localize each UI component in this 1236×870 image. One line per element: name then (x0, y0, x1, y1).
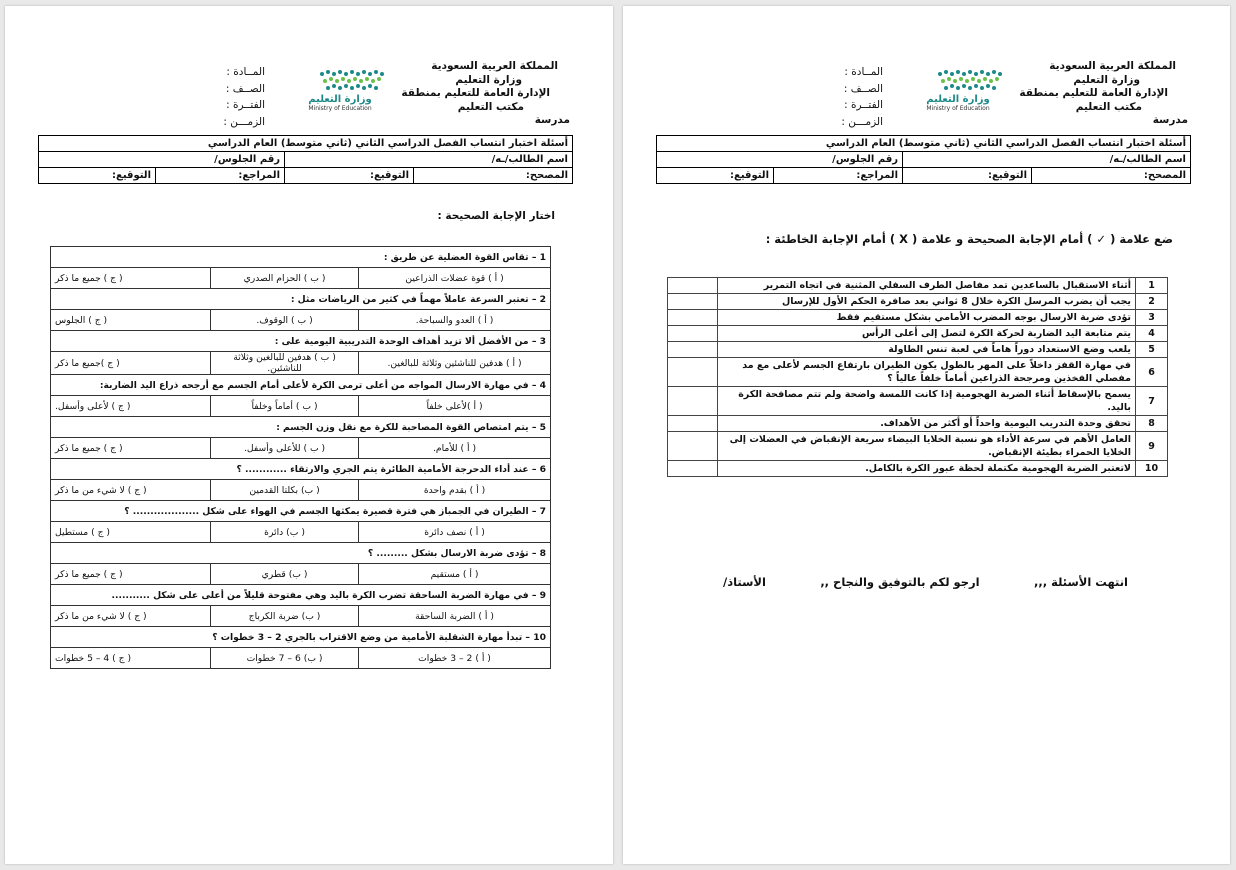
answer-option-b[interactable]: ( ب) ضربة الكرباج (211, 606, 359, 627)
statement-row (668, 416, 1168, 432)
school-header (1013, 60, 1188, 128)
statement-text: يجب أن يضرب المرسل الكرة خلال 8 ثواني بعد صافرة الحكم الأول للإرسال (718, 294, 1136, 310)
answer-mark-cell[interactable] (668, 358, 718, 387)
answer-mark-cell[interactable] (668, 416, 718, 432)
closing-line (723, 574, 1128, 591)
statement-row (668, 326, 1168, 342)
answer-option-c[interactable]: ( ج ) لا شيء من ما ذكر (51, 480, 211, 501)
logo-arabic-text: وزارة التعليم (308, 94, 372, 105)
answer-option-c[interactable]: ( ج ) جميع ما ذكر (51, 564, 211, 585)
answer-option-c[interactable]: ( ج ) لأعلى وأسفل. (51, 396, 211, 417)
answer-option-b[interactable]: ( ب ) للأعلى وأسفل. (211, 438, 359, 459)
question-text: 5 – يتم امتصاص القوة المصاحبة للكرة مع نقل وزن الجسم : (51, 417, 551, 438)
answer-option-b[interactable]: ( ب) 6 – 7 خطوات (211, 648, 359, 669)
corrector-field[interactable]: المصحح: (414, 168, 573, 184)
answer-option-c[interactable]: ( ج ) مستطيل (51, 522, 211, 543)
office-name: مكتب التعليم (457, 100, 524, 113)
reviewer-field[interactable]: المراجع: (774, 168, 903, 184)
answer-option-c[interactable]: ( ج ) لا شيء من ما ذكر (51, 606, 211, 627)
kingdom-name: المملكة العربية السعودية (431, 60, 558, 72)
closing-text: انتهت الأسئلة ,,, (1033, 575, 1128, 589)
exam-fields (155, 64, 265, 130)
exam-title: أسئلة اختبار انتساب الفصل الدراسي الثاني (ثاني متوسط) العام الدراسي (657, 136, 1191, 152)
statement-text: يسمح بالإسقاط أثناء الضربة الهجومية إذا كانت اللمسة واضحة ولم تتم مصافحة الكرة باليد. (718, 387, 1136, 416)
logo-english-text: Ministry of Education (926, 105, 990, 112)
corrector-signature-field[interactable]: التوقيع: (903, 168, 1032, 184)
ministry-logo (908, 68, 1008, 112)
answer-option-b[interactable]: ( ب ) هدفين للبالغين وثلاثة للناشئين. (211, 352, 359, 375)
answer-mark-cell[interactable] (668, 432, 718, 461)
ministry-name: وزارة التعليم (1073, 73, 1140, 86)
ministry-logo-icon (318, 68, 388, 94)
question-text: 9 – في مهارة الضربة الساحقة تضرب الكرة باليد وهي مفتوحة قليلاً من أعلى على شكل ........... (51, 585, 551, 606)
answer-mark-cell[interactable] (668, 278, 718, 294)
exam-title: أسئلة اختبار انتساب الفصل الدراسي الثاني (ثاني متوسط) العام الدراسي (39, 136, 573, 152)
mcq-table (50, 246, 551, 669)
corrector-field[interactable]: المصحح: (1032, 168, 1191, 184)
statement-text: أثناء الاستقبال بالساعدين تمد مفاصل الطرف السفلي المثنية في اتجاه التمرير (718, 278, 1136, 294)
answer-mark-cell[interactable] (668, 294, 718, 310)
statement-number: 9 (1136, 432, 1168, 461)
period-field: الفتــرة : (844, 99, 883, 111)
question-row (51, 501, 551, 522)
statement-row (668, 294, 1168, 310)
answer-mark-cell[interactable] (668, 326, 718, 342)
statement-number: 8 (1136, 416, 1168, 432)
subject-field: المــادة : (844, 66, 883, 78)
answer-option-a[interactable]: ( أ )لأعلى خلفاً (359, 396, 551, 417)
answer-option-c[interactable]: ( ج ) 4 – 5 خطوات (51, 648, 211, 669)
statement-number: 7 (1136, 387, 1168, 416)
grade-field: الصــف : (843, 82, 883, 95)
student-name-field[interactable]: اسم الطالب/ـه/ (285, 152, 573, 168)
answer-mark-cell[interactable] (668, 387, 718, 416)
seat-number-field[interactable]: رقم الجلوس/ (39, 152, 285, 168)
answer-row (51, 522, 551, 543)
period-field: الفتــرة : (226, 99, 265, 111)
kingdom-name: المملكة العربية السعودية (1049, 60, 1176, 72)
statement-row (668, 432, 1168, 461)
reviewer-signature-field[interactable]: التوقيع: (39, 168, 156, 184)
statement-row (668, 461, 1168, 477)
statement-row (668, 310, 1168, 326)
logo-english-text: Ministry of Education (308, 105, 372, 112)
statement-number: 1 (1136, 278, 1168, 294)
student-info-table (38, 135, 573, 184)
statement-number: 5 (1136, 342, 1168, 358)
ministry-name: وزارة التعليم (455, 73, 522, 86)
subject-field: المــادة : (226, 66, 265, 78)
question-text: 6 – عند أداء الدحرجة الأمامية الطائرة يتم الجري والارتقاء ............ ؟ (51, 459, 551, 480)
time-field: الزمـــن : (223, 115, 265, 128)
answer-row (51, 480, 551, 501)
statement-number: 2 (1136, 294, 1168, 310)
statement-row (668, 358, 1168, 387)
administration-name: الإدارة العامة للتعليم بمنطقة (401, 87, 550, 99)
answer-row (51, 396, 551, 417)
answer-row (51, 352, 551, 375)
mcq-instruction: اختار الإجابة الصحيحة : (437, 210, 555, 222)
statement-text: تحقق وحدة التدريب اليومية واحداً أو أكثر من الأهداف. (718, 416, 1136, 432)
statement-text: يلعب وضع الاستعداد دوراً هاماً في لعبة تنس الطاولة (718, 342, 1136, 358)
question-text: 3 – من الأفضل ألا تزيد أهداف الوحدة التدريبية اليومية على : (51, 331, 551, 352)
wish-text: ارجو لكم بالتوفيق والنجاح ,, (820, 575, 980, 589)
school-name: مدرسة (1152, 114, 1188, 126)
answer-option-c[interactable]: ( ج ) الجلوس (51, 310, 211, 331)
answer-row (51, 310, 551, 331)
statement-text: في مهارة القفز داخلاً على المهر بالطول يكون الطيران بارتفاع الجسم لأعلى مع مد مفصلي الفخذين ومرجحة الذراعين أماماً خلفاً عالياً ؟ (718, 358, 1136, 387)
answer-option-a[interactable]: ( أ ) نصف دائرة (359, 522, 551, 543)
administration-name: الإدارة العامة للتعليم بمنطقة (1019, 87, 1168, 99)
answer-option-b[interactable]: ( ب ) الوقوف. (211, 310, 359, 331)
question-row (51, 331, 551, 352)
question-text: 10 – تبدأ مهارة الشقلبة الأمامية من وضع الاقتراب بالجري 2 – 3 خطوات ؟ (51, 627, 551, 648)
statement-text: لاتعتبر الضربة الهجومية مكتملة لحظة عبور الكرة بالكامل. (718, 461, 1136, 477)
statement-number: 4 (1136, 326, 1168, 342)
answer-mark-cell[interactable] (668, 342, 718, 358)
answer-row (51, 606, 551, 627)
question-row (51, 417, 551, 438)
answer-option-b[interactable]: ( ب) قطري (211, 564, 359, 585)
exam-fields (773, 64, 883, 130)
answer-option-b[interactable]: ( ب) دائرة (211, 522, 359, 543)
answer-option-a[interactable]: ( أ ) قوة عضلات الذراعين (359, 268, 551, 289)
answer-row (51, 564, 551, 585)
question-row (51, 375, 551, 396)
statement-row (668, 387, 1168, 416)
question-row (51, 289, 551, 310)
question-text: 4 – في مهارة الارسال المواجه من أعلى ترمى الكرة لأعلى أمام الجسم مع أرجحه ذراع اليد الضاربة: (51, 375, 551, 396)
answer-option-a[interactable]: ( أ ) هدفين للناشئين وثلاثة للبالغين. (359, 352, 551, 375)
answer-option-c[interactable]: ( ج )جميع ما ذكر (51, 352, 211, 375)
statement-text: العامل الأهم في سرعة الأداء هو نسبة الخلايا البيضاء سريعة الإنقباض في العضلات إلى الخلايا الحمراء بطيئة الإنقباض. (718, 432, 1136, 461)
answer-option-a[interactable]: ( أ ) الضربة الساحقة (359, 606, 551, 627)
answer-row (51, 438, 551, 459)
ministry-logo (290, 68, 390, 112)
school-header (395, 60, 570, 128)
answer-option-b[interactable]: ( ب ) أماماً وخلفاً (211, 396, 359, 417)
right-exam-page (623, 6, 1230, 864)
answer-option-a[interactable]: ( أ ) 2 – 3 خطوات (359, 648, 551, 669)
statement-row (668, 342, 1168, 358)
question-row (51, 627, 551, 648)
teacher-signature: الأستاذ/ (723, 575, 766, 589)
student-info-table (656, 135, 1191, 184)
statement-text: يتم متابعة اليد الضاربة لحركة الكرة لتصل إلى أعلى الرأس (718, 326, 1136, 342)
question-text: 8 – تؤدى ضربة الارسال بشكل ......... ؟ (51, 543, 551, 564)
question-text: 1 – تقاس القوة العضلية عن طريق : (51, 247, 551, 268)
answer-option-b[interactable]: ( ب) بكلتا القدمين (211, 480, 359, 501)
statement-row (668, 278, 1168, 294)
answer-option-b[interactable]: ( ب ) الحزام الصدري (211, 268, 359, 289)
school-name: مدرسة (534, 114, 570, 126)
question-row (51, 459, 551, 480)
grade-field: الصــف : (225, 82, 265, 95)
question-text: 2 – تعتبر السرعة عاملاً مهماً في كثير من الرياضات مثل : (51, 289, 551, 310)
truefalse-instruction: ضع علامة ( ✓ ) أمام الإجابة الصحيحة و علامة ( X ) أمام الإجابة الخاطئة : (765, 232, 1173, 246)
ministry-logo-icon (936, 68, 1006, 94)
answer-option-a[interactable]: ( أ ) العدو والسباحة. (359, 310, 551, 331)
answer-option-c[interactable]: ( ج ) جميع ما ذكر (51, 438, 211, 459)
reviewer-signature-field[interactable]: التوقيع: (657, 168, 774, 184)
left-exam-page (5, 6, 613, 864)
question-row (51, 585, 551, 606)
office-name: مكتب التعليم (1075, 100, 1142, 113)
answer-row (51, 268, 551, 289)
answer-row (51, 648, 551, 669)
answer-option-c[interactable]: ( ج ) جميع ما ذكر (51, 268, 211, 289)
truefalse-table (667, 277, 1168, 477)
question-row (51, 543, 551, 564)
statement-number: 3 (1136, 310, 1168, 326)
answer-option-a[interactable]: ( أ ) للأمام. (359, 438, 551, 459)
corrector-signature-field[interactable]: التوقيع: (285, 168, 414, 184)
seat-number-field[interactable]: رقم الجلوس/ (657, 152, 903, 168)
reviewer-field[interactable]: المراجع: (156, 168, 285, 184)
logo-arabic-text: وزارة التعليم (926, 94, 990, 105)
time-field: الزمـــن : (841, 115, 883, 128)
answer-mark-cell[interactable] (668, 310, 718, 326)
answer-option-a[interactable]: ( أ ) مستقيم (359, 564, 551, 585)
question-text: 7 – الطيران في الجمباز هي فترة قصيرة يمكثها الجسم في الهواء على شكل ................... ؟ (51, 501, 551, 522)
statement-number: 6 (1136, 358, 1168, 387)
statement-text: تؤدى ضربة الارسال بوجه المضرب الأمامي بشكل مستقيم فقط (718, 310, 1136, 326)
question-row (51, 247, 551, 268)
student-name-field[interactable]: اسم الطالب/ـه/ (903, 152, 1191, 168)
statement-number: 10 (1136, 461, 1168, 477)
answer-mark-cell[interactable] (668, 461, 718, 477)
answer-option-a[interactable]: ( أ ) بقدم واحدة (359, 480, 551, 501)
